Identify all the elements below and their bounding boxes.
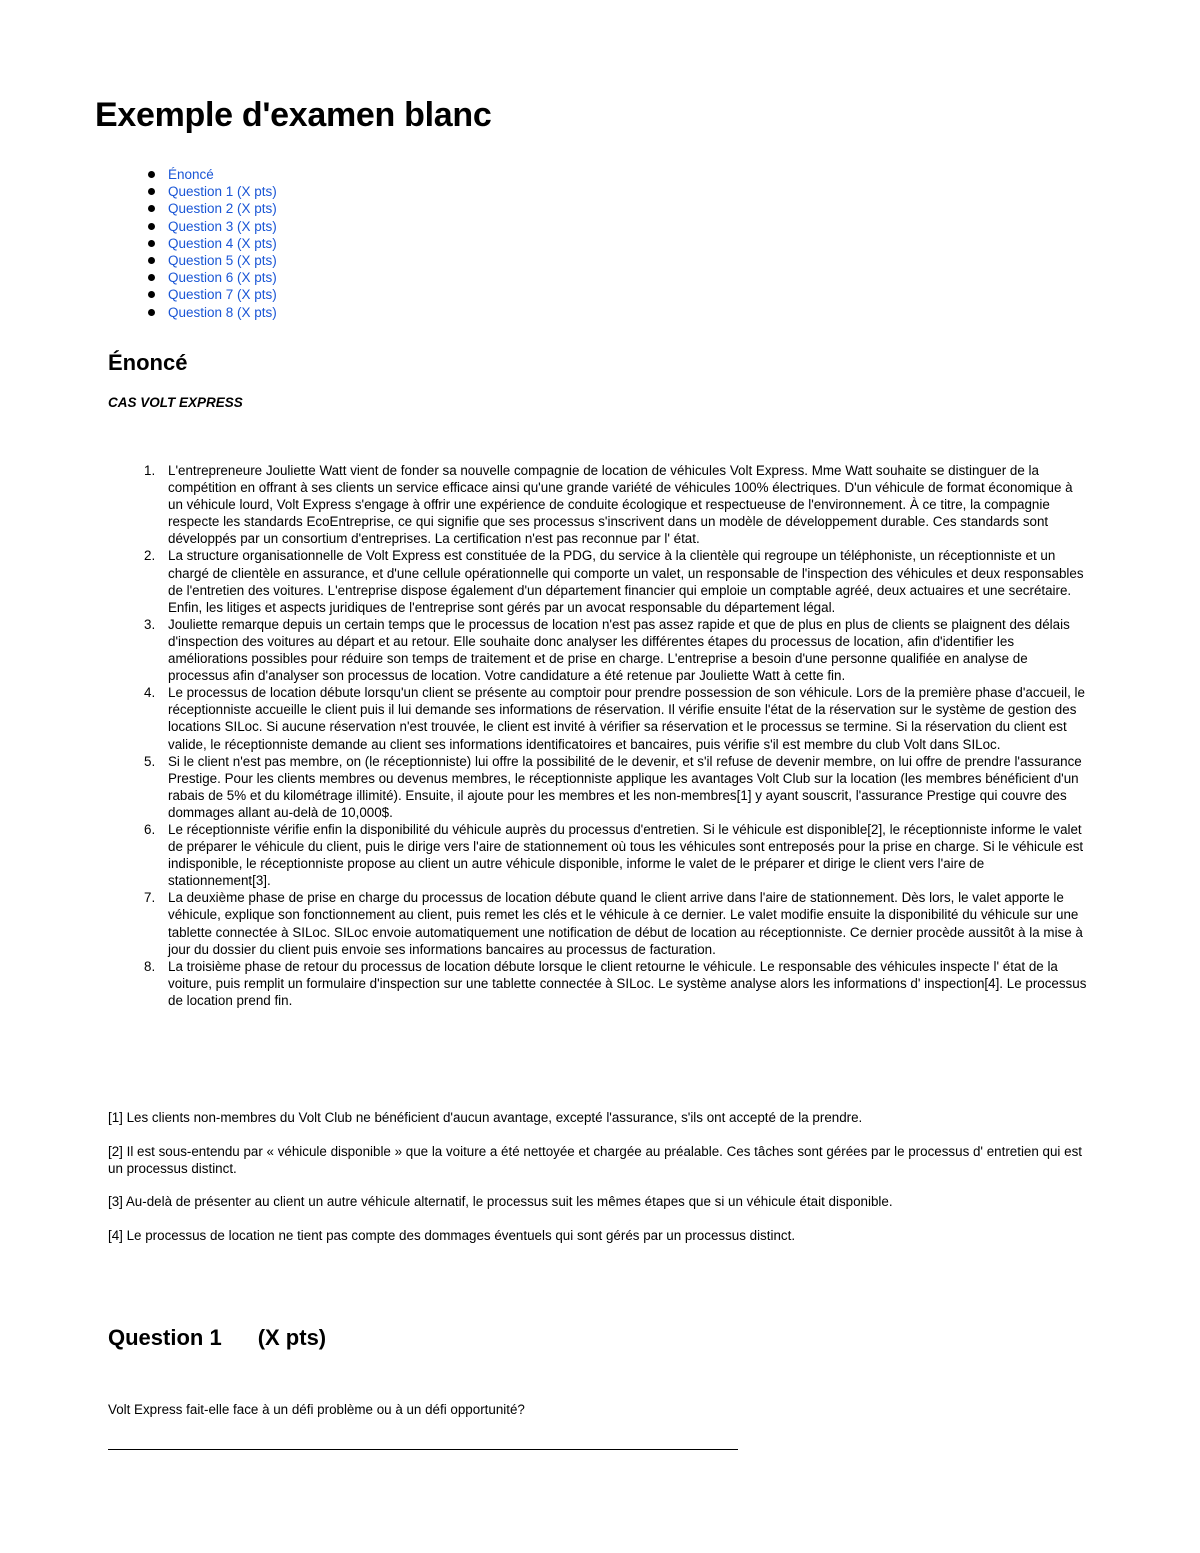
list-item: [144, 684, 1088, 752]
case-items-list: [144, 462, 1088, 1009]
list-item: [144, 616, 1088, 684]
list-item: [144, 753, 1088, 821]
item-number: 1.: [144, 463, 156, 478]
toc-link-question-3[interactable]: Question 3 (X pts): [168, 218, 277, 234]
footnote-4: [4] Le processus de location ne tient pas compte des dommages éventuels qui sont gérés par un processus distinct.: [108, 1227, 796, 1243]
toc-item-question-5: [168, 252, 277, 269]
case-title: CAS VOLT EXPRESS: [108, 395, 243, 410]
toc-link-question-2[interactable]: Question 2 (X pts): [168, 201, 277, 217]
list-item: [144, 462, 1088, 547]
toc-item-question-4: [168, 235, 277, 252]
question-1-label: Question 1: [108, 1325, 222, 1350]
item-text: Le processus de location débute lorsqu'un client se présente au comptoir pour prendre possession de son véhicule. Lors de la première phase d'accueil, le réceptionniste accueille le client puis il lui demande ses informations de réservation. Il vérifie ensuite l'état de la réservation sur le système de gestion des locations SILoc. Si aucune réservation n'est trouvée, le client est invité à vérifier sa réservation et le processus se termine. Si la réservation du client est valide, le réceptionniste demande au client ses informations identificatoires et bancaires, puis vérifie s'il est membre du club Volt dans SILoc.: [168, 685, 1085, 752]
footnote-1: [1] Les clients non-membres du Volt Club ne bénéficient d'aucun avantage, excepté l'assurance, s'ils ont accepté de la prendre.: [108, 1110, 863, 1125]
item-number: 5.: [144, 753, 156, 769]
item-number: 6.: [144, 821, 156, 837]
item-text: Si le client n'est pas membre, on (le réceptionniste) lui offre la possibilité de le devenir, et s'il refuse de devenir membre, on lui offre de prendre l'assurance Prestige. Pour les clients membres ou devenus membres, le réceptionniste applique les avantages Volt Club sur la location (les membres bénéficient d'un rabais de 5% et du kilométrage illimité). Ensuite, il ajoute pour les membres et les non-membres[1] y ayant souscrit, l'assurance Prestige qui couvre des dommages allant au-delà de 10,000$.: [168, 753, 1082, 820]
table-of-contents: [168, 166, 277, 321]
toc-item-enonce: [168, 166, 277, 183]
list-item: [144, 821, 1088, 889]
item-text: La deuxième phase de prise en charge du processus de location débute quand le client arrive dans l'aire de stationnement. Dès lors, le valet apporte le véhicule, explique son fonctionnement au client, puis remet les clés et le véhicule à ce dernier. Le valet modifie ensuite la disponibilité du véhicule sur une tablette connectée à SILoc. SILoc envoie automatiquement une notification de début de location au réceptionniste. Ce dernier procède aussitôt à la mise à jour du dossier du client puis envoie ses informations bancaires au processus de facturation.: [168, 890, 1083, 957]
item-text: L'entrepreneure Jouliette Watt vient de fonder sa nouvelle compagnie de location de véhicules Volt Express. Mme Watt souhaite se distinguer de la compétition en offrant à ses clients un service efficace ainsi qu'une grande variété de véhicules 100% électriques. D'un véhicule de format économique à un véhicule lourd, Volt Express s'engage à offrir une expérience de conduite écologique et respectueuse de l'environnement. À ce titre, la compagnie respecte les standards EcoEntreprise, ce qui signifie que ses processus s'inscrivent dans un modèle de développement durable. Ces standards sont développés par un consortium d'entreprises. La certification n'est pas reconnue par l' état.: [168, 463, 1073, 547]
list-item: [144, 889, 1088, 957]
item-text: La troisième phase de retour du processus de location débute lorsque le client retourne le véhicule. Le responsable des véhicules inspecte l' état de la voiture, puis remplit un formulaire d'inspection sur une tablette connectée à SILoc. Le système analyse alors les informations d' inspection[4]. Le processus de location prend fin.: [168, 958, 1087, 1008]
toc-link-question-1[interactable]: Question 1 (X pts): [168, 184, 277, 200]
toc-item-question-1: [168, 183, 277, 200]
answer-line[interactable]: [108, 1449, 738, 1450]
toc-item-question-8: [168, 304, 277, 321]
item-text: Jouliette remarque depuis un certain temps que le processus de location n'est pas assez rapide et que de plus en plus de clients se plaignent des délais d'inspection des voitures au départ et au retour. Elle souhaite donc analyser les différentes étapes du processus de location, afin d'identifier les améliorations possibles pour réduire son temps de traitement et de prise en charge. L'entreprise a besoin d'une personne qualifiée en analyse de processus afin d'analyser son processus de location. Votre candidature a été retenue par Jouliette Watt à cette fin.: [168, 616, 1070, 684]
toc-link-enonce[interactable]: Énoncé: [168, 167, 214, 182]
item-text: La structure organisationnelle de Volt Express est constituée de la PDG, du service à la clientèle qui regroupe un téléphoniste, un réceptionniste et un chargé de clientèle en assurance, et d'une cellule opérationnelle qui comporte un valet, un responsable de l'inspection des véhicules et deux responsables de l'entretien des voitures. L'entreprise dispose également d'un département financier qui emploie un comptable agréé, deux actuaires et une secrétaire. Enfin, les litiges et aspects juridiques de l'entreprise sont gérés par un avocat responsable du département légal.: [168, 548, 1084, 615]
list-item: [144, 547, 1088, 615]
page-title: Exemple d'examen blanc: [95, 96, 492, 134]
toc-link-question-6[interactable]: Question 6 (X pts): [168, 270, 277, 286]
footnotes: [108, 1109, 1093, 1260]
toc-item-question-3: [168, 218, 277, 235]
question-1-text: Volt Express fait-elle face à un défi problème ou à un défi opportunité?: [108, 1402, 525, 1417]
toc-item-question-6: [168, 269, 277, 286]
item-number: 7.: [144, 890, 156, 906]
toc-item-question-7: [168, 286, 277, 303]
item-number: 3.: [144, 616, 156, 632]
item-text: Le réceptionniste vérifie enfin la disponibilité du véhicule auprès du processus d'entretien. Si le véhicule est disponible[2], le réceptionniste informe le valet de préparer le véhicule du client, puis le dirige vers l'aire de stationnement où tous les véhicules sont entreposés pour la prise en charge. Si le véhicule est indisponible, le réceptionniste propose au client un autre véhicule disponible, informe le valet de le préparer et dirige le client vers l'aire de stationnement[3].: [168, 821, 1084, 889]
section-heading-enonce: Énoncé: [108, 350, 188, 375]
toc-item-question-2: [168, 200, 277, 217]
footnote-2: [2] Il est sous-entendu par « véhicule disponible » que la voiture a été nettoyée et chargée au préalable. Ces tâches sont gérées par le processus d' entretien qui est un processus distinct.: [108, 1143, 1082, 1176]
list-item: [144, 958, 1088, 1009]
toc-link-question-8[interactable]: Question 8 (X pts): [168, 304, 277, 320]
toc-link-question-5[interactable]: Question 5 (X pts): [168, 252, 277, 268]
question-1-points: (X pts): [257, 1325, 327, 1350]
toc-link-question-7[interactable]: Question 7 (X pts): [168, 287, 277, 303]
item-number: 2.: [144, 548, 156, 564]
toc-link-question-4[interactable]: Question 4 (X pts): [168, 235, 277, 251]
section-heading-question-1: [108, 1325, 326, 1351]
item-number: 8.: [144, 958, 156, 974]
item-number: 4.: [144, 685, 156, 701]
footnote-3: [3] Au-delà de présenter au client un autre véhicule alternatif, le processus suit les mêmes étapes que si un véhicule était disponible.: [108, 1194, 893, 1210]
